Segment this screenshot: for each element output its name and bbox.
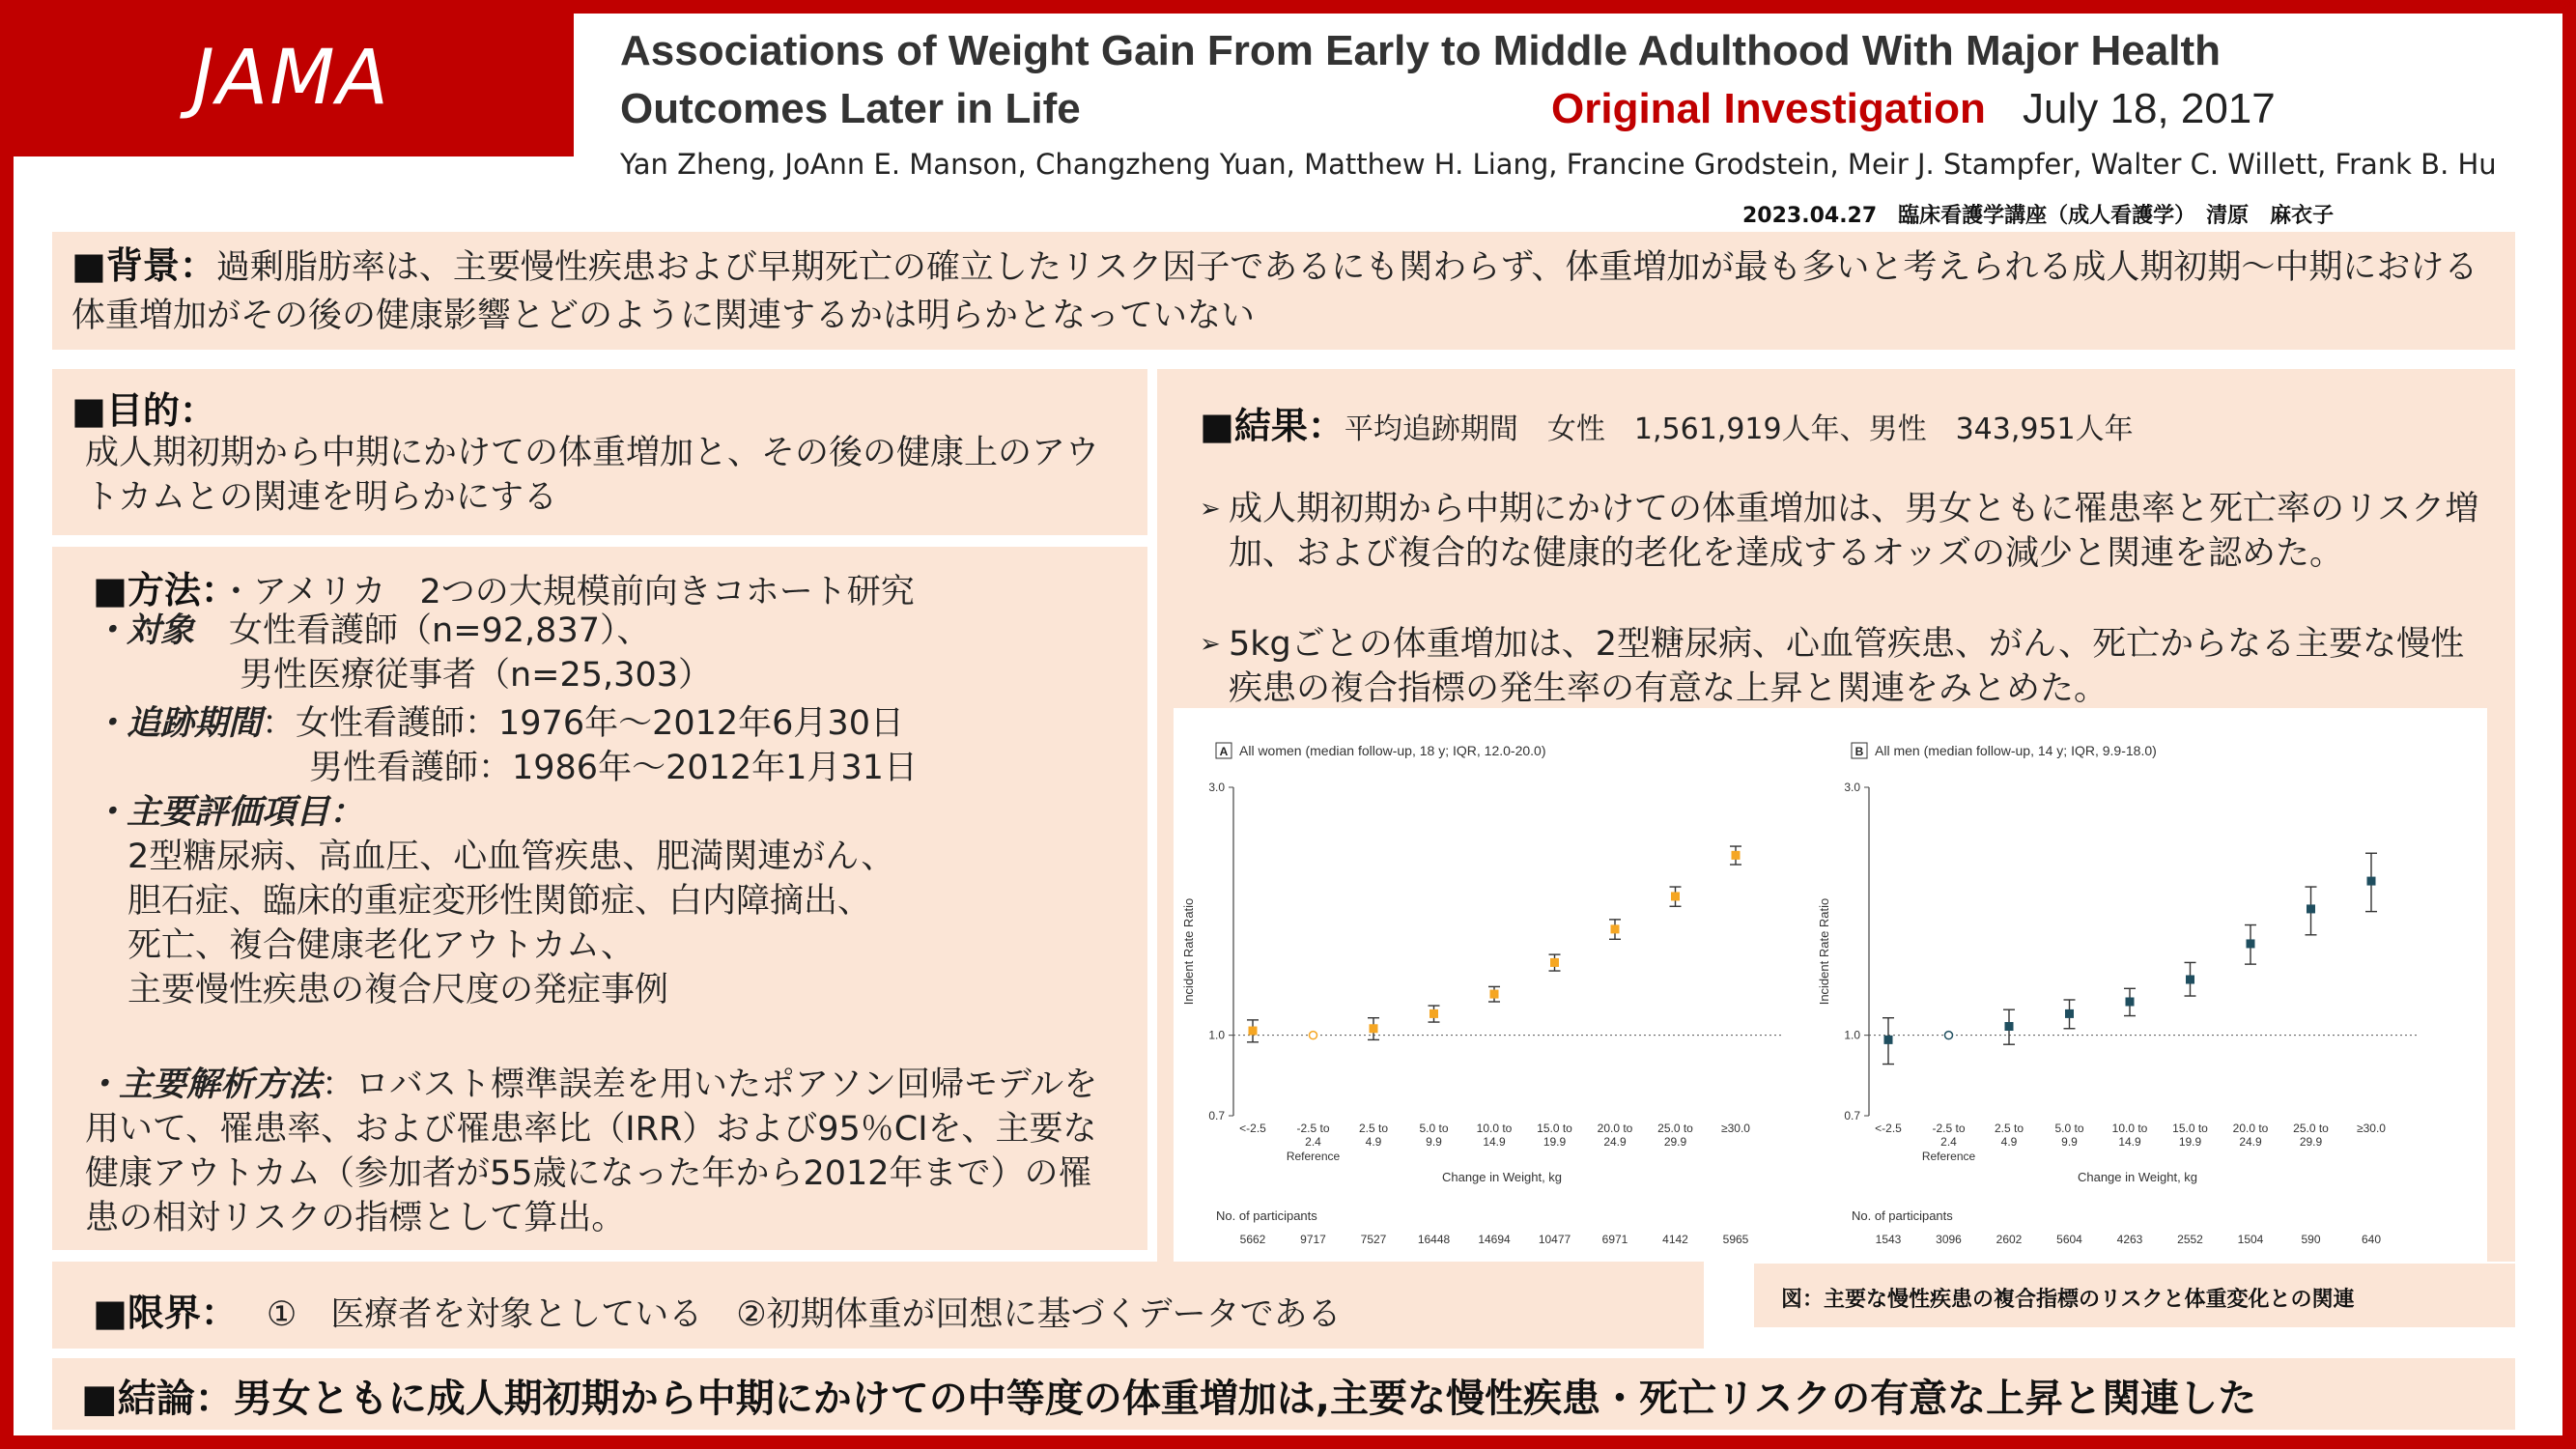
participant-count: 16448 [1417, 1233, 1451, 1246]
data-point [2005, 1022, 2014, 1031]
data-point [1732, 851, 1741, 860]
x-tick-label: 2.4 [1940, 1135, 1957, 1149]
y-tick-label: 0.7 [1844, 1109, 1860, 1122]
methods-followup-label: ・追跡期間 [93, 704, 263, 743]
x-tick-label: 20.0 to [1597, 1122, 1633, 1135]
data-point [1249, 1027, 1258, 1036]
x-tick-label: 10.0 to [1476, 1122, 1513, 1135]
x-tick-label: 2.5 to [1994, 1122, 2024, 1135]
methods-followup-1: ：女性看護師：1976年～2012年6月30日 [262, 704, 904, 743]
background-body [71, 242, 2496, 340]
methods-analysis [85, 1063, 1118, 1240]
participant-count: 4142 [1662, 1233, 1688, 1246]
x-tick-label: ≥30.0 [2357, 1122, 2386, 1135]
y-axis-label: Incident Rate Ratio [1181, 897, 1196, 1006]
participant-count: 5662 [1239, 1233, 1266, 1246]
reference-point [1310, 1032, 1317, 1039]
participants-heading: No. of participants [1852, 1208, 1953, 1223]
paper-title-line-1: Associations of Weight Gain From Early to Middle Adulthood With Major Health [620, 27, 2221, 74]
methods-followup-2: 男性看護師：1986年～2012年1月31日 [309, 749, 918, 787]
article-type-label: Original Investigation [1551, 85, 1986, 132]
x-tick-label: 2.5 to [1358, 1122, 1389, 1135]
methods-heading: ■方法： [93, 569, 219, 611]
x-tick-label: <-2.5 [1239, 1122, 1266, 1135]
reference-label: Reference [1286, 1150, 1341, 1163]
participant-count: 590 [2301, 1233, 2321, 1246]
data-point [2186, 975, 2194, 983]
results-bullet-1 [1200, 487, 2484, 576]
participants-heading: No. of participants [1216, 1208, 1317, 1223]
x-tick-label: 19.9 [1543, 1135, 1567, 1149]
x-tick-label: 29.9 [2299, 1135, 2323, 1149]
panel-label: A [1219, 745, 1229, 758]
data-point [1490, 990, 1499, 999]
participant-count: 1504 [2237, 1233, 2264, 1246]
x-tick-label: 5.0 to [2054, 1122, 2084, 1135]
x-tick-label: 9.9 [2061, 1135, 2078, 1149]
conclusion-section [52, 1358, 2515, 1430]
participant-count: 14694 [1478, 1233, 1511, 1246]
x-tick-label: 19.9 [2178, 1135, 2202, 1149]
background-heading: ■背景： [71, 244, 216, 287]
bullet-arrow-icon: ➢ [1200, 495, 1221, 524]
methods-analysis-text: ：ロバスト標準誤差を用いたポアソン回帰モデルを用いて、罹患率、および罹患率比（IRR）および95％CIを、主要な健康アウトカム（参加者が55歳になった年から2012年まで）の罹患の相対リスクの指標として算出。 [85, 1065, 1098, 1237]
presenter-info: 2023.04.27 臨床看護学講座（成人看護学） 清原 麻衣子 [1742, 204, 2335, 228]
results-bullet-1-text: 成人期初期から中期にかけての体重増加は、男女ともに罹患率と死亡率のリスク増加、および複合的な健康的老化を達成するオッズの減少と関連を認めた。 [1229, 490, 2479, 573]
panel-label: B [1854, 745, 1864, 758]
x-tick-label: 15.0 to [2172, 1122, 2208, 1135]
x-tick-label: 14.9 [1483, 1135, 1506, 1149]
methods-outcome-2: 胆石症、臨床的重症変形性関節症、白内障摘出、 [127, 882, 872, 921]
data-point [1550, 958, 1559, 967]
bullet-arrow-icon: ➢ [1200, 630, 1221, 659]
purpose-section [52, 369, 1147, 535]
participant-count: 3096 [1936, 1233, 1962, 1246]
background-text: 過剰脂肪率は、主要慢性疾患および早期死亡の確立したリスク因子であるにも関わらず、体重増加が最も多いと考えられる成人期初期～中期における体重増加がその後の健康影響とどのように関連するかは明らかとなっていない [71, 248, 2478, 335]
panel-title: All men (median follow-up, 14 y; IQR, 9.9-18.0) [1875, 743, 2157, 758]
limitations-heading: ■限界： [93, 1292, 238, 1334]
data-point [1884, 1036, 1893, 1044]
purpose-text: 成人期初期から中期にかけての体重増加と、その後の健康上のアウトカムとの関連を明らかにする [85, 434, 1100, 517]
methods-followup-row [93, 701, 904, 746]
methods-heading-row [93, 560, 915, 614]
x-tick-label: <-2.5 [1875, 1122, 1902, 1135]
methods-subject-2: 男性医療従事者（n=25,303） [240, 656, 712, 695]
x-tick-label: 10.0 to [2111, 1122, 2148, 1135]
panel-title: All women (median follow-up, 18 y; IQR, 12.0-20.0) [1239, 743, 1546, 758]
x-tick-label: -2.5 to [1296, 1122, 1330, 1135]
x-tick-label: 4.9 [2000, 1135, 2018, 1149]
data-point [1430, 1009, 1438, 1018]
participant-count: 4263 [2116, 1233, 2143, 1246]
results-heading: ■結果： [1200, 405, 1345, 447]
data-point [1671, 892, 1680, 900]
y-tick-label: 3.0 [1208, 781, 1225, 794]
limitations-section [52, 1262, 1704, 1349]
x-tick-label: 20.0 to [2232, 1122, 2269, 1135]
results-bullet-2 [1200, 622, 2484, 711]
x-tick-label: 24.9 [2239, 1135, 2262, 1149]
x-tick-label: 9.9 [1426, 1135, 1442, 1149]
x-tick-label: 29.9 [1663, 1135, 1687, 1149]
results-heading-row [1200, 396, 2134, 449]
data-point [2367, 877, 2376, 886]
data-point [2307, 904, 2315, 913]
y-axis-label: Incident Rate Ratio [1817, 897, 1831, 1006]
data-point [2065, 1009, 2074, 1018]
methods-subject-row [93, 609, 651, 653]
x-tick-label: 2.4 [1305, 1135, 1321, 1149]
x-tick-label: 25.0 to [1657, 1122, 1693, 1135]
data-point [2247, 939, 2255, 948]
figure-svg [1174, 708, 2487, 1264]
participant-count: 2552 [2177, 1233, 2203, 1246]
methods-outcome-1: 2型糖尿病、高血圧、心血管疾患、肥満関連がん、 [127, 838, 895, 876]
reference-label: Reference [1921, 1150, 1976, 1163]
participant-count: 6971 [1601, 1233, 1628, 1246]
x-axis-label: Change in Weight, kg [1441, 1170, 1563, 1184]
methods-analysis-label: ・主要解析方法 [85, 1065, 323, 1104]
limitations-text: ① 医療者を対象としている ②初期体重が回想に基づくデータである [266, 1295, 1342, 1334]
background-section [52, 232, 2515, 350]
x-axis-label: Change in Weight, kg [2077, 1170, 2198, 1184]
y-tick-label: 1.0 [1208, 1028, 1225, 1042]
x-tick-label: 25.0 to [2293, 1122, 2329, 1135]
x-tick-label: 5.0 to [1419, 1122, 1449, 1135]
paper-title-line-2: Outcomes Later in Life [620, 85, 1081, 132]
reference-point [1945, 1032, 1953, 1039]
y-tick-label: 0.7 [1208, 1109, 1225, 1122]
data-point [1611, 924, 1620, 933]
results-followup: 平均追跡期間 女性 1,561,919人年、男性 343,951人年 [1344, 412, 2134, 446]
methods-section [52, 547, 1147, 1250]
results-bullet-2-text: 5kgごとの体重増加は、2型糖尿病、心血管疾患、がん、死亡からなる主要な慢性疾患の複合指標の発生率の有意な上昇と関連をみとめた。 [1229, 625, 2465, 708]
conclusion-text: ■結論：男女ともに成人期初期から中期にかけての中等度の体重増加は,主要な慢性疾患・死亡リスクの有意な上昇と関連した [81, 1377, 2257, 1421]
participant-count: 2602 [1996, 1233, 2023, 1246]
participant-count: 5604 [2056, 1233, 2082, 1246]
methods-outcome-label: ・主要評価項目： [93, 793, 364, 832]
participant-count: 10477 [1538, 1233, 1571, 1246]
methods-intro: ・アメリカ 2つの大規模前向きコホート研究 [218, 573, 915, 611]
participant-count: 640 [2361, 1233, 2382, 1246]
x-tick-label: ≥30.0 [1721, 1122, 1750, 1135]
data-point [2126, 997, 2135, 1006]
publication-date: July 18, 2017 [2023, 85, 2276, 132]
journal-logo: JAMA [192, 35, 391, 122]
figure-caption: 図：主要な慢性疾患の複合指標のリスクと体重変化との関連 [1781, 1288, 2355, 1312]
y-tick-label: 3.0 [1844, 781, 1860, 794]
figure-caption-box [1754, 1264, 2515, 1327]
y-tick-label: 1.0 [1844, 1028, 1860, 1042]
participant-count: 1543 [1875, 1233, 1902, 1246]
x-tick-label: 14.9 [2118, 1135, 2141, 1149]
journal-logo-bar [14, 14, 574, 156]
x-tick-label: 24.9 [1603, 1135, 1627, 1149]
methods-subject-label: ・対象 [93, 611, 195, 650]
purpose-heading: ■目的： [71, 389, 216, 432]
results-figure [1174, 708, 2487, 1264]
x-tick-label: -2.5 to [1932, 1122, 1966, 1135]
x-tick-label: 15.0 to [1537, 1122, 1572, 1135]
methods-outcome-4: 主要慢性疾患の複合尺度の発症事例 [127, 971, 669, 1009]
participant-count: 5965 [1722, 1233, 1749, 1246]
author-list: Yan Zheng, JoAnn E. Manson, Changzheng Yuan, Matthew H. Liang, Francine Grodstein, Meir J. Stampfer, Walter C. Willett, Frank B. Hu [620, 148, 2497, 181]
limitations-row [93, 1283, 1342, 1337]
methods-outcome-3: 死亡、複合健康老化アウトカム、 [127, 926, 636, 965]
participant-count: 9717 [1300, 1233, 1326, 1246]
participant-count: 7527 [1360, 1233, 1387, 1246]
methods-subject-1: 女性看護師（n=92,837）、 [229, 611, 651, 650]
x-tick-label: 4.9 [1365, 1135, 1382, 1149]
data-point [1370, 1024, 1378, 1033]
